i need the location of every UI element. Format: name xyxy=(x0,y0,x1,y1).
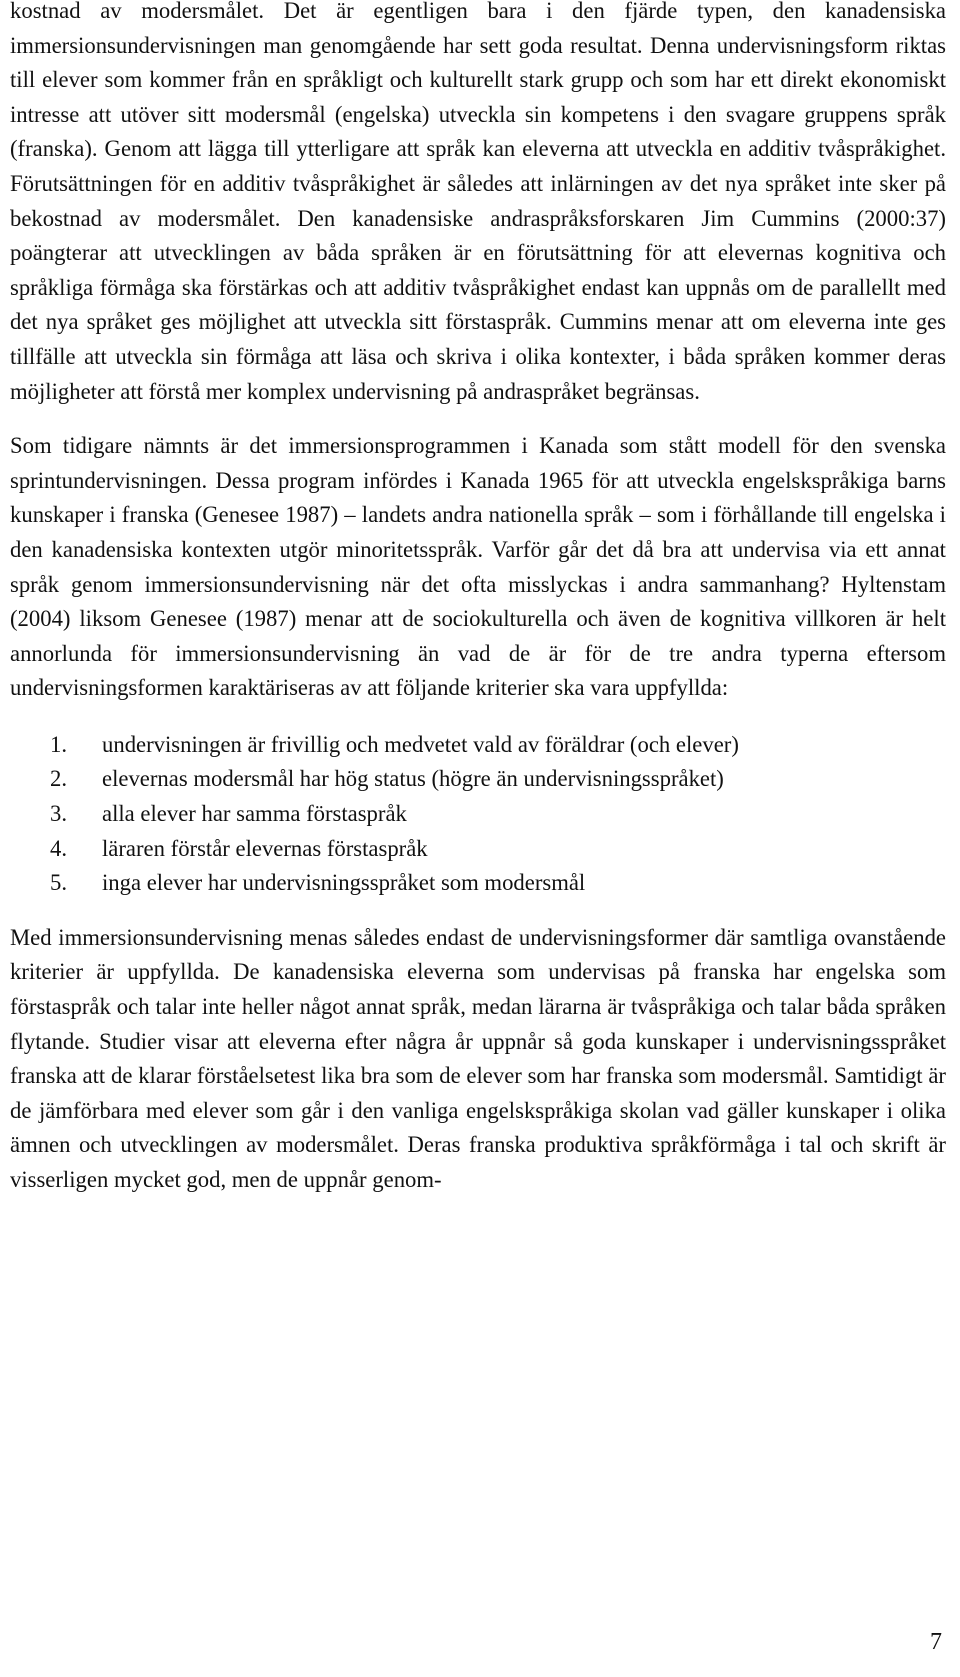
list-item-text: undervisningen är frivillig och medvetet vald av föräldrar (och elever) xyxy=(102,731,739,757)
criteria-list xyxy=(10,728,946,901)
page-number: 7 xyxy=(930,1629,942,1655)
list-item-number: 1. xyxy=(50,731,68,757)
list-item-text: alla elever har samma förstaspråk xyxy=(102,801,407,827)
paragraph-2: Som tidigare nämnts är det immersionsprogrammen i Kanada som stått modell för den svenska sprintundervisningen. Dessa program infördes i Kanada 1965 för att utveckla engelskspråkiga barns kunskaper i franska (Genesee 1987) – landets andra nationella språk – som i förhållande till engelska i den kanadensiska kontexten utgör minoritetsspråk. Varför går det då bra att undervisa via ett annat språk genom immersionsundervisning när det ofta misslyckas i andra sammanhang? Hyltenstam (2004) liksom Genesee (1987) menar att de sociokulturella och även de kognitiva villkoren är helt annorlunda för immersionsundervisning än vad de är för de tre andra typerna eftersom undervisningsformen karaktäriseras av att följande kriterier ska vara uppfyllda: xyxy=(10,433,946,701)
paragraph-3: Med immersionsundervisning menas således endast de undervisningsformer där samtliga ovanstående kriterier är uppfyllda. De kanadensiska eleverna som undervisas på franska har engelska som förstaspråk och talar inte heller något annat språk, medan lärarna är tvåspråkiga och talar båda språken flytande. Studier visar att eleverna efter några år uppnår så goda kunskaper i undervisningsspråket franska att de klarar förståelsetest lika bra som de elever som har franska som modersmål. Samtidigt är de jämförbara med elever som går i den vanliga engelskspråkiga skolan vad gäller kunskaper i olika ämnen och utvecklingen av modersmålet. Deras franska produktiva språkförmåga i tal och skrift är visserligen mycket god, men de uppnår genom- xyxy=(10,924,946,1192)
body-text xyxy=(10,0,946,1198)
list-item xyxy=(10,832,946,867)
list-item-number: 4. xyxy=(50,835,68,861)
paragraph-1: kostnad av modersmålet. Det är egentligen bara i den fjärde typen, den kanadensiska immersionsundervisningen man genomgående har sett goda resultat. Denna undervisningsform riktas till elever som kommer från en språkligt och kulturellt stark grupp och som har ett direkt ekonomiskt intresse att utöver sitt modersmål (engelska) utveckla sin kompetens i den svagare gruppens språk (franska). Genom att lägga till ytterligare att språk kan eleverna att utveckla en additiv tvåspråkighet. Förutsättningen för en additiv tvåspråkighet är således att inlärningen av det nya språket inte sker på bekostnad av modersmålet. Den kanadensiske andraspråksforskaren Jim Cummins (2000:37) poängterar att utvecklingen av båda språken är en förutsättning för att elevernas kognitiva och språkliga förmåga ska förstärkas och att additiv tvåspråkighet endast kan uppnås om de parallellt med det nya språket ges möjlighet att utveckla sitt förstaspråk. Cummins menar att om eleverna inte ges tillfälle att utveckla sin förmåga att läsa och skriva i olika kontexter, i båda språken kommer deras möjligheter att förstå mer komplex undervisning på andraspråket begränsas. xyxy=(10,0,946,404)
list-item-number: 3. xyxy=(50,801,68,827)
list-item xyxy=(10,762,946,797)
list-item xyxy=(10,728,946,763)
list-item xyxy=(10,866,946,901)
list-item-text: elevernas modersmål har hög status (högre än undervisningsspråket) xyxy=(102,766,724,792)
list-item-number: 5. xyxy=(50,870,68,896)
list-item xyxy=(10,797,946,832)
list-item-number: 2. xyxy=(50,766,68,792)
list-item-text: inga elever har undervisningsspråket som modersmål xyxy=(102,870,586,896)
list-item-text: läraren förstår elevernas förstaspråk xyxy=(102,835,428,861)
